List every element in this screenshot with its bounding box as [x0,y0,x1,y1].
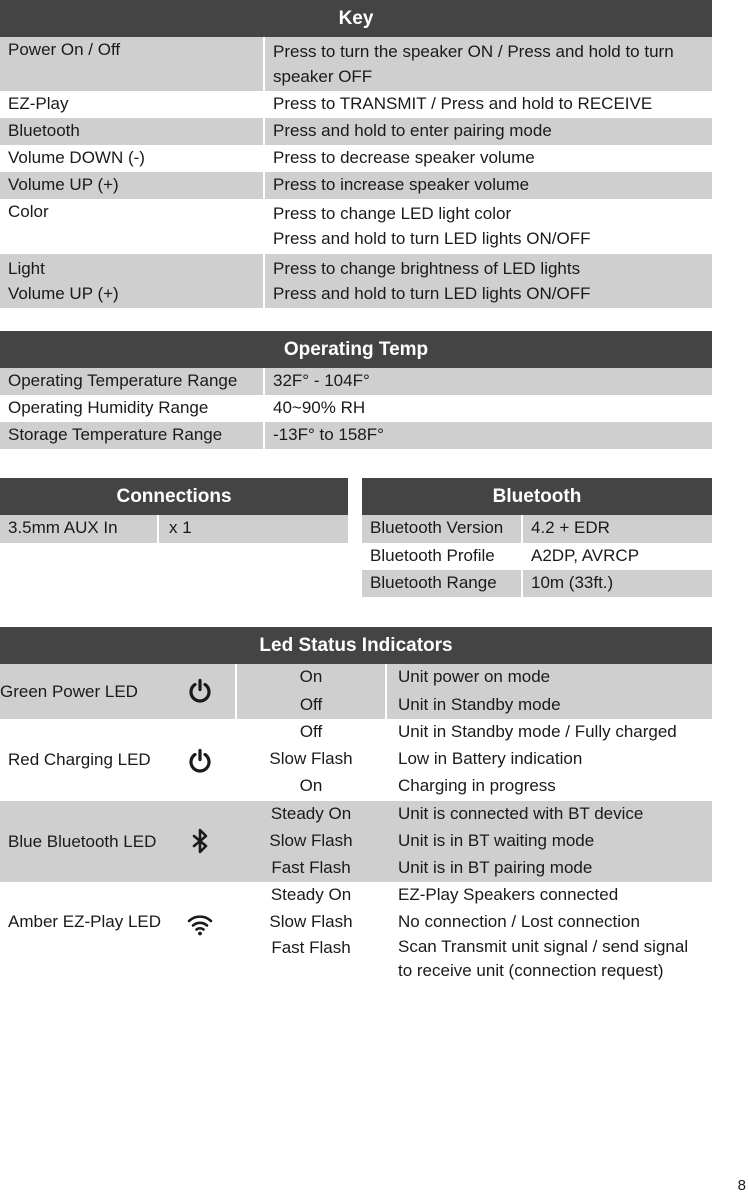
bluetooth-icon [187,828,213,854]
key-name: Volume DOWN (-) [8,148,145,167]
key-row-power [0,37,712,91]
led-group-red-charging [0,719,712,801]
key-desc-line: Press and hold to turn LED lights ON/OFF [273,229,591,248]
key-name: EZ-Play [8,94,69,113]
key-desc-line: Press and hold to turn LED lights ON/OFF [273,284,591,303]
page-number: 8 [737,1177,746,1194]
led-name: Green Power LED [0,682,138,701]
key-desc: Press and hold to enter pairing mode [273,121,552,140]
led-desc: Unit power on mode [398,667,551,686]
led-state: Off [299,695,323,714]
bluetooth-row [362,570,712,597]
bluetooth-row [362,543,712,570]
key-desc: Press to turn the speaker ON / Press and hold to turn speaker OFF [273,42,674,86]
key-desc-line: Press to change brightness of LED lights [273,259,581,278]
led-desc: Low in Battery indication [398,749,583,768]
led-name: Amber EZ-Play LED [8,912,162,931]
spec-value: -13F° to 158F° [273,425,384,444]
led-desc: Unit is in BT pairing mode [398,858,593,877]
spec-name: 3.5mm AUX In [8,518,118,537]
led-state: Steady On [270,804,352,823]
key-name: Power On / Off [8,40,121,59]
led-desc: Charging in progress [398,776,556,795]
key-row-bluetooth [0,118,712,145]
led-state: Off [299,722,323,741]
operating-row [0,395,712,422]
led-desc: Unit in Standby mode / Fully charged [398,722,677,741]
spec-name: Bluetooth Version [370,518,504,537]
spec-value: A2DP, AVRCP [531,546,640,565]
led-desc-line: to receive unit (connection request) [398,961,664,980]
spec-name: Operating Humidity Range [8,398,209,417]
led-table-header: Led Status Indicators [0,627,712,664]
spec-name: Bluetooth Range [370,573,497,592]
key-desc: Press to increase speaker volume [273,175,530,194]
led-desc: EZ-Play Speakers connected [398,885,619,904]
led-name: Blue Bluetooth LED [8,832,157,851]
key-name: Color [8,202,49,221]
bluetooth-row [362,515,712,543]
spec-name: Storage Temperature Range [8,425,223,444]
power-icon [187,748,213,774]
key-name: Volume UP (+) [8,175,119,194]
key-name-line: Volume UP (+) [8,284,119,303]
key-desc: Press to decrease speaker volume [273,148,535,167]
spec-value: 40~90% RH [273,398,366,417]
led-state: Steady On [270,885,352,904]
key-row-ezplay [0,91,712,118]
key-row-color [0,199,712,253]
led-desc: Unit is in BT waiting mode [398,831,595,850]
spec-value: 10m (33ft.) [531,573,614,592]
operating-table-header: Operating Temp [0,331,712,368]
connections-table-header: Connections [0,478,348,515]
led-name: Red Charging LED [8,750,151,769]
led-state: Fast Flash [271,858,351,877]
led-group-green-power [0,664,712,719]
led-desc-line: Scan Transmit unit signal / send signal [398,937,689,956]
led-desc: Unit in Standby mode [398,695,561,714]
key-desc: Press to TRANSMIT / Press and hold to RECEIVE [273,94,653,113]
key-row-volume-up [0,172,712,199]
connections-row [0,515,348,543]
key-name: Bluetooth [8,121,80,140]
led-group-amber-ezplay [0,882,712,986]
led-group-blue-bluetooth [0,801,712,882]
wifi-icon [186,911,214,937]
led-state: Slow Flash [269,749,353,768]
led-desc: Unit is connected with BT device [398,804,644,823]
spec-value: 32F° - 104F° [273,371,370,390]
operating-row [0,422,712,449]
led-state: On [299,776,323,795]
key-table-header: Key [0,0,712,37]
key-row-volume-down [0,145,712,172]
operating-row [0,368,712,395]
power-icon [187,678,213,704]
key-desc-line: Press to change LED light color [273,204,512,223]
spec-value: x 1 [169,518,192,537]
key-row-light [0,254,712,308]
led-state: Slow Flash [269,912,353,931]
spec-value: 4.2 + EDR [531,518,610,537]
key-name-line: Light [8,259,45,278]
led-state: On [299,667,323,686]
led-state: Slow Flash [269,831,353,850]
spec-name: Operating Temperature Range [8,371,238,390]
bluetooth-table-header: Bluetooth [362,478,712,515]
spec-name: Bluetooth Profile [370,546,495,565]
led-state: Fast Flash [271,938,351,957]
led-desc: No connection / Lost connection [398,912,640,931]
